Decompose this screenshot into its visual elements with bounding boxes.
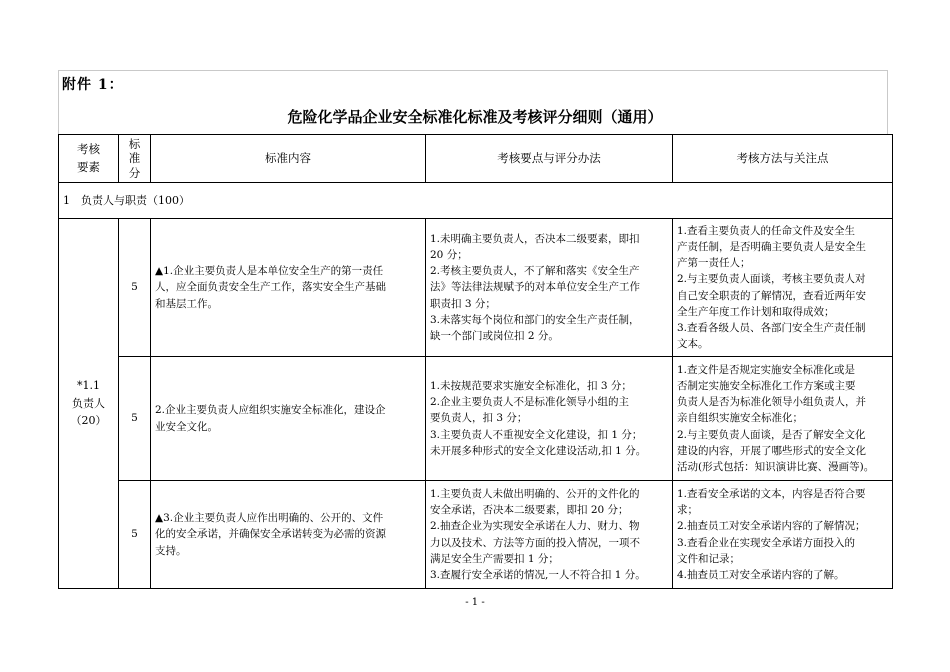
header-methods: 考核方法与关注点	[673, 135, 893, 183]
table-row	[59, 219, 893, 357]
header-element: 考核 要素	[59, 135, 119, 183]
methods-cell: 1.查文件是否规定实施安全标准化或是 否制定实施安全标准化工作方案或主要 负责人是否为标准化领导小组负责人，并 亲自组织实施安全标准化； 2.与主要负责人面谈，是否了解安全文化 建设的内容，开展了哪些形式的安全文化 活动(形式包括：知识演讲比赛、漫画等)。	[673, 357, 893, 481]
points-cell: 1.主要负责人未做出明确的、公开的文件化的 安全承诺，否决本二级要素，即扣 20 分； 2.抽查企业为实现安全承诺在人力、财力、物 力以及技术、方法等方面的投入情况，一项不 满足安全生产需要扣 1 分； 3.查履行安全承诺的情况,一人不符合扣 1 分。	[426, 481, 673, 589]
methods-cell: 1.查看安全承诺的文本，内容是否符合要 求； 2.抽查员工对安全承诺内容的了解情况； 3.查看企业在实现安全承诺方面投入的 文件和记录； 4.抽查员工对安全承诺内容的了解。	[673, 481, 893, 589]
content-cell: 2.企业主要负责人应组织实施安全标准化，建设企 业安全文化。	[151, 357, 426, 481]
content-cell: ▲3.企业主要负责人应作出明确的、公开的、文件 化的安全承诺，并确保安全承诺转变为必需的资源 支持。	[151, 481, 426, 589]
methods-cell: 1.查看主要负责人的任命文件及安全生 产责任制，是否明确主要负责人是安全生 产第一责任人； 2.与主要负责人面谈，考核主要负责人对 自己安全职责的了解情况，查看近两年安 全生产年度工作计划和取得成效； 3.查看各级人员、各部门安全生产责任制 文本。	[673, 219, 893, 357]
section-title: 1 负责人与职责（100）	[59, 183, 893, 219]
points-cell: 1.未明确主要负责人，否决本二级要素，即扣 20 分； 2.考核主要负责人，不了解和落实《安全生产 法》等法律法规赋予的对本单位安全生产工作 职责扣 3 分； 3.未落实每个岗位和部门的安全生产责任制， 缺一个部门或岗位扣 2 分。	[426, 219, 673, 357]
header-score: 标 准 分	[119, 135, 151, 183]
score-cell: 5	[119, 357, 151, 481]
document-title: 危险化学品企业安全标准化标准及考核评分细则（通用）	[287, 108, 663, 126]
header-points: 考核要点与评分办法	[426, 135, 673, 183]
table-header-row	[59, 135, 893, 183]
page-number: - 1 -	[465, 597, 485, 608]
table-row	[59, 357, 893, 481]
standard-table	[58, 134, 893, 589]
table-row	[59, 481, 893, 589]
content-cell: ▲1.企业主要负责人是本单位安全生产的第一责任 人，应全面负责安全生产工作，落实安全生产基础 和基层工作。	[151, 219, 426, 357]
header-content: 标准内容	[151, 135, 426, 183]
section-row	[59, 183, 893, 219]
header-frame-top	[58, 70, 888, 71]
score-cell: 5	[119, 219, 151, 357]
score-cell: 5	[119, 481, 151, 589]
element-cell: *1.1 负责人 （20）	[59, 219, 119, 589]
attachment-label: 附件 1：	[62, 77, 124, 93]
points-cell: 1.未按规范要求实施安全标准化，扣 3 分； 2.企业主要负责人不是标准化领导小组的主 要负责人，扣 3 分； 3.主要负责人不重视安全文化建设，扣 1 分； 未开展多种形式的安全文化建设活动,扣 1 分。	[426, 357, 673, 481]
